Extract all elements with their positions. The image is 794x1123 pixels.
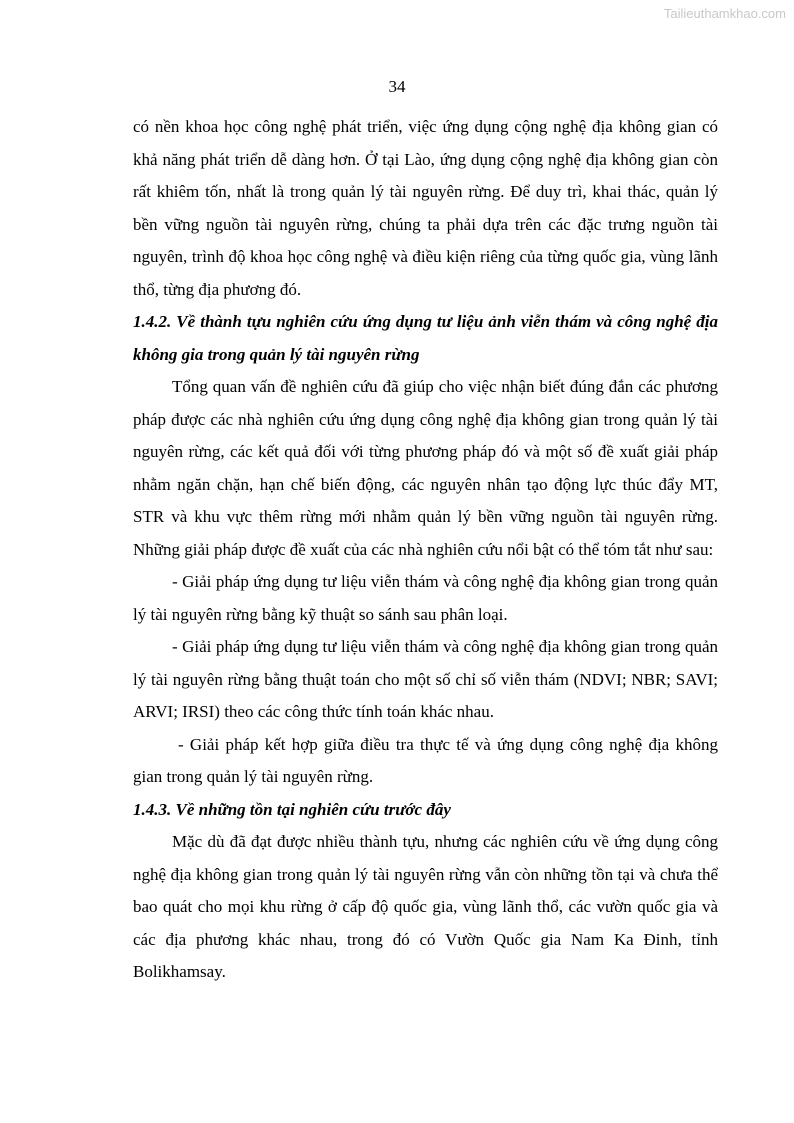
section-heading-1-4-3: 1.4.3. Về những tồn tại nghiên cứu trước đây bbox=[133, 799, 451, 819]
section-heading-1-4-2: 1.4.2. Về thành tựu nghiên cứu ứng dụng tư liệu ảnh viễn thám và công nghệ địa không gia trong quản lý tài nguyên rừng bbox=[133, 312, 718, 364]
bullet-solution-1: - Giải pháp ứng dụng tư liệu viễn thám và công nghệ địa không gian trong quản lý tài nguyên rừng bằng kỹ thuật so sánh sau phân loại. bbox=[133, 572, 718, 624]
paragraph-intro: có nền khoa học công nghệ phát triển, việc ứng dụng cộng nghệ địa không gian có khả năng phát triển dễ dàng hơn. Ở tại Lào, ứng dụng cộng nghệ địa không gian còn rất khiêm tốn, nhất là trong quản lý tài nguyên rừng. Để duy trì, khai thác, quản lý bền vững nguồn tài nguyên rừng, chúng ta phải dựa trên các đặc trưng nguồn tài nguyên, trình độ khoa học công nghệ và điều kiện riêng của từng quốc gia, vùng lãnh thổ, từng địa phương đó. bbox=[133, 117, 718, 299]
page-number: 34 bbox=[388, 77, 406, 96]
bullet-solution-3: - Giải pháp kết hợp giữa điều tra thực tế và ứng dụng công nghệ địa không gian trong quản lý tài nguyên rừng. bbox=[133, 734, 718, 786]
page-body bbox=[133, 111, 718, 989]
paragraph-overview: Tổng quan vấn đề nghiên cứu đã giúp cho việc nhận biết đúng đắn các phương pháp được các nhà nghiên cứu ứng dụng công nghệ địa không gian trong quản lý tài nguyên rừng, các kết quả đối với từng phương pháp đó và một số đề xuất giải pháp nhằm ngăn chặn, hạn chế biến động, các nguyên nhân tạo động lực thúc đẩy MT, STR và khu vực thêm rừng mới nhằm quản lý bền vững nguồn tài nguyên rừng. Những giải pháp được đề xuất của các nhà nghiên cứu nổi bật có thể tóm tắt như sau: bbox=[133, 377, 718, 559]
bullet-solution-2: - Giải pháp ứng dụng tư liệu viễn thám và công nghệ địa không gian trong quản lý tài nguyên rừng bằng thuật toán cho một số chỉ số viễn thám (NDVI; NBR; SAVI; ARVI; IRSI) theo các công thức tính toán khác nhau. bbox=[133, 637, 718, 721]
watermark: Tailieuthamkhao.com bbox=[663, 6, 786, 21]
paragraph-limitations: Mặc dù đã đạt được nhiều thành tựu, nhưng các nghiên cứu về ứng dụng công nghệ địa không gian trong quản lý tài nguyên rừng vẫn còn những tồn tại và chưa thể bao quát cho mọi khu rừng ở cấp độ quốc gia, vùng lãnh thổ, các vườn quốc gia và các địa phương khác nhau, trong đó có Vườn Quốc gia Nam Ka Đinh, tỉnh Bolikhamsay. bbox=[133, 832, 718, 981]
